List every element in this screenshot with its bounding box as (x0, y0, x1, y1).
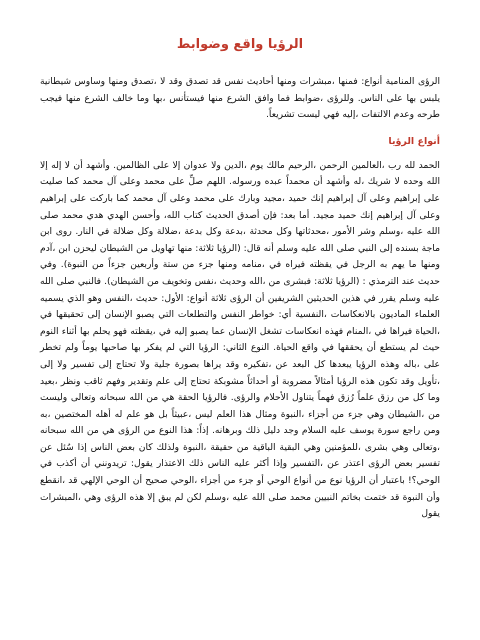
body-paragraph: الحمد لله رب ،العالمين الرحمن ،الرحيم مالك يوم ،الدين ولا عدوان إلا على الظالمين. وأشهد أن لا إله إلا الله وحده لا شريك ،له وأشهد أن محمداً عبده ورسوله. اللهم صلِّ على محمد وعلى آل محمد كما صليت على إبراهيم وعلى آل إبراهيم إنك حميد ،مجيد وبارك على محمد وعلى آل محمد كما باركت على إبراهيم وعلى آل إبراهيم إنك حميد مجيد. أما بعد: فإن أصدق الحديث كتاب الله، وأحسن الهدي هدي محمد صلى الله عليه ،وسلم وشر الأمور ،محدثاتها وكل محدثة ،بدعة وكل بدعة ،ضلالة وكل ضلالة في النار. روى ابن ماجة بسنده إلى النبي صلى الله عليه وسلم أنه قال: (الرؤيا ثلاثة: منها تهاويل من الشيطان ليحزن ابن ،آدم ومنها ما يهم به الرجل في يقظته فيراه في ،منامه ومنها جزء من ستة وأربعين جزءاً من النبوة). وفي حديث عند الترمذي : (الرؤيا ثلاثة: فبشرى من ،الله وحديث ،نفس وتخويف من الشيطان). فالنبي صلى الله عليه وسلم يقرر في هذين الحديثين الشريفين أن الرؤى ثلاثة أنواع: الأول: حديث ،النفس وهو الذي يسميه العلماء الماديون بالانعكاسات ،النفسية أي: خواطر النفس والتطلعات التي يصبو الإنسان إلى تحقيقها في ،الحياة فيراها في ،المنام فهذه انعكاسات تشغل الإنسان عما يصبو إليه في ،يقظته فهو يحلم بها أثناء النوم حيث لم يستطع أن يحققها في واقع الحياة. النوع الثاني: الرؤيا التي لم يفكر بها صاحبها يوماً ولم تخطر على ،باله وهذه الرؤيا يبعدها كل البعد عن ،تفكيره وقد يراها بصورة جلية ولا تحتاج إلى تفسير ولا إلى ،تأويل وقد تكون هذه الرؤيا أمثالاً مضروبة أو أحداثاً مشوبكة تحتاج إلى علم وتقدير وفهم ثاقب ونظر ،بعيد وما كل من رزق علماً رُزق فهماً يتناول الأحلام والرؤى. فالرؤيا الحقة هي من الله سبحانه وتعالى وليست من ،الشيطان وهي جزء من أجزاء ،النبوة ومثال هذا العلم ليس ،عبيثاً بل هو علم له أهله المختصين ،به ومن راجع سورة يوسف عليه السلام وجد دليل ذلك وبرهانه. إذاً: هذا النوع من الرؤى هي من الله سبحانه ،وتعالى وهي بشرى ،للمؤمنين وهي البقية الباقية من حقيقة ،النبوة ولذلك كان بعض الناس إذا سُئل عن تفسير بعض الرؤى اعتذر عن ،التفسير وإذا أكثر عليه الناس ذلك الاعتذار يقول: تريدونني أن أكذب في الوحي؟! باعتبار أن الرؤيا نوع من أنواع الوحي أو جزء من أجزاء ،الوحي صحيح أن الوحي الإلهي قد ،انقطع وأن النبوة قد ختمت بخاتم النبيين محمد صلى الله عليه ،وسلم لكن لم يبق إلا هذه الرؤى وهي ،المبشرات يقول (40, 159, 440, 520)
page-title: الرؤيا واقع وضوابط (176, 37, 304, 52)
intro-paragraph: الرؤى المنامية أنواع: فمنها ،مبشرات ومنها أحاديث نفس قد تصدق وقد لا ،تصدق ومنها وساوس شيطانية يلبس بها على الناس. وللرؤى ،ضوابط فما وافق الشرع منها فيستأنس ،بها وما خالف الشرع منها فيجب طرحه وعدم الالتفات ،إليه فهي ليست تشريعاً. (40, 76, 440, 121)
section-heading: أنواع الرؤيا (388, 135, 440, 147)
